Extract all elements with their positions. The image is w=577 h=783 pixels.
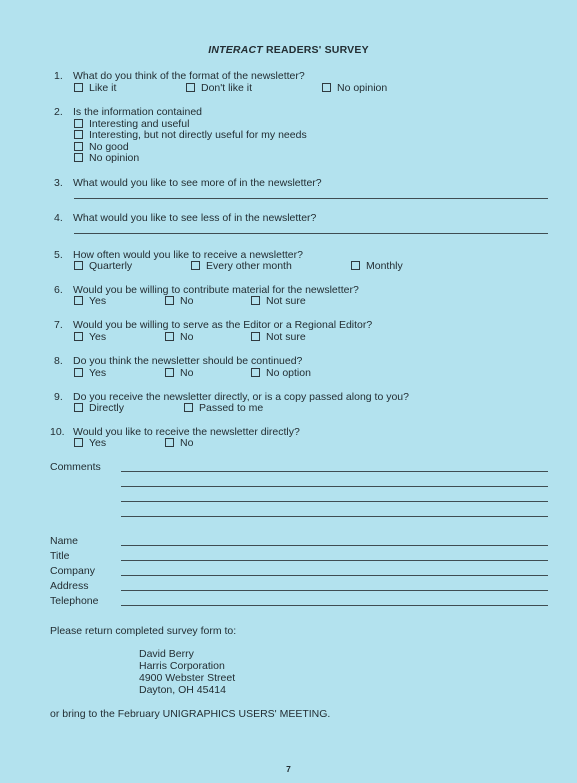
title-italic: INTERACT	[208, 44, 263, 56]
question-text: Do you receive the newsletter directly, or is a copy passed along to you?	[73, 391, 409, 403]
checkbox[interactable]	[251, 332, 260, 341]
checkbox[interactable]	[184, 403, 193, 412]
checkbox[interactable]	[74, 332, 83, 341]
option-monthly[interactable]: Monthly	[351, 260, 403, 272]
checkbox[interactable]	[74, 83, 83, 92]
question-text: What would you like to see less of in the newsletter?	[73, 212, 317, 224]
checkbox[interactable]	[165, 438, 174, 447]
checkbox[interactable]	[251, 296, 260, 305]
comments-line[interactable]	[121, 516, 548, 517]
title-field[interactable]	[121, 560, 548, 561]
question-text: What do you think of the format of the newsletter?	[73, 70, 305, 82]
option-interesting-useful[interactable]: Interesting and useful	[74, 118, 189, 130]
question-5: 5. How often would you like to receive a newsletter?	[54, 249, 303, 261]
option-yes[interactable]: Yes	[74, 331, 106, 343]
page-number: 7	[286, 764, 291, 774]
question-text: Would you be willing to contribute material for the newsletter?	[73, 284, 359, 296]
closing-text: or bring to the February UNIGRAPHICS USERS' MEETING.	[50, 708, 331, 720]
address-line: 4900 Webster Street	[139, 672, 236, 684]
checkbox[interactable]	[74, 403, 83, 412]
answer-line[interactable]	[74, 233, 548, 234]
question-6: 6. Would you be willing to contribute material for the newsletter?	[54, 284, 359, 296]
field-label-telephone: Telephone	[50, 595, 99, 607]
comments-line[interactable]	[121, 486, 548, 487]
field-label-address: Address	[50, 580, 89, 592]
address-field[interactable]	[121, 590, 548, 591]
option-no-good[interactable]: No good	[74, 141, 129, 153]
comments-label: Comments	[50, 461, 101, 473]
option-like-it[interactable]: Like it	[74, 82, 116, 94]
checkbox[interactable]	[74, 438, 83, 447]
option-every-other-month[interactable]: Every other month	[191, 260, 292, 272]
checkbox[interactable]	[191, 261, 200, 270]
checkbox[interactable]	[165, 368, 174, 377]
address-line: Dayton, OH 45414	[139, 684, 226, 696]
field-label-title: Title	[50, 550, 70, 562]
option-not-sure[interactable]: Not sure	[251, 331, 306, 343]
checkbox[interactable]	[74, 153, 83, 162]
name-field[interactable]	[121, 545, 548, 546]
question-4: 4. What would you like to see less of in the newsletter?	[54, 212, 317, 224]
return-instructions: Please return completed survey form to:	[50, 625, 237, 637]
question-text: Is the information contained	[73, 106, 202, 118]
address-line: David Berry	[139, 648, 194, 660]
question-3: 3. What would you like to see more of in the newsletter?	[54, 177, 322, 189]
option-no[interactable]: No	[165, 437, 193, 449]
option-no-option[interactable]: No option	[251, 367, 311, 379]
checkbox[interactable]	[74, 296, 83, 305]
question-2: 2. Is the information contained	[54, 106, 202, 118]
question-text: Would you like to receive the newsletter directly?	[73, 426, 300, 438]
question-text: How often would you like to receive a newsletter?	[73, 249, 303, 261]
question-text: What would you like to see more of in the newsletter?	[73, 177, 322, 189]
survey-title	[0, 44, 577, 56]
checkbox[interactable]	[74, 368, 83, 377]
question-text: Would you be willing to serve as the Editor or a Regional Editor?	[73, 319, 373, 331]
answer-line[interactable]	[74, 198, 548, 199]
option-not-sure[interactable]: Not sure	[251, 295, 306, 307]
option-yes[interactable]: Yes	[74, 295, 106, 307]
checkbox[interactable]	[165, 296, 174, 305]
field-label-company: Company	[50, 565, 95, 577]
company-field[interactable]	[121, 575, 548, 576]
address-line: Harris Corporation	[139, 660, 225, 672]
question-10: 10. Would you like to receive the newsletter directly?	[50, 426, 300, 438]
option-no[interactable]: No	[165, 331, 193, 343]
question-9: 9. Do you receive the newsletter directly, or is a copy passed along to you?	[54, 391, 409, 403]
title-rest: READERS' SURVEY	[262, 44, 369, 56]
option-no[interactable]: No	[165, 367, 193, 379]
comments-line[interactable]	[121, 471, 548, 472]
question-8: 8. Do you think the newsletter should be continued?	[54, 355, 303, 367]
field-label-name: Name	[50, 535, 79, 547]
question-text: Do you think the newsletter should be continued?	[73, 355, 303, 367]
telephone-field[interactable]	[121, 605, 548, 606]
comments-line[interactable]	[121, 501, 548, 502]
checkbox[interactable]	[322, 83, 331, 92]
checkbox[interactable]	[165, 332, 174, 341]
option-yes[interactable]: Yes	[74, 437, 106, 449]
checkbox[interactable]	[251, 368, 260, 377]
option-no-opinion[interactable]: No opinion	[322, 82, 387, 94]
checkbox[interactable]	[351, 261, 360, 270]
checkbox[interactable]	[74, 142, 83, 151]
option-no[interactable]: No	[165, 295, 193, 307]
option-passed-to-me[interactable]: Passed to me	[184, 402, 263, 414]
checkbox[interactable]	[74, 130, 83, 139]
question-1: 1. What do you think of the format of the newsletter?	[54, 70, 305, 82]
checkbox[interactable]	[74, 119, 83, 128]
question-7: 7. Would you be willing to serve as the Editor or a Regional Editor?	[54, 319, 373, 331]
option-quarterly[interactable]: Quarterly	[74, 260, 132, 272]
option-directly[interactable]: Directly	[74, 402, 124, 414]
checkbox[interactable]	[186, 83, 195, 92]
checkbox[interactable]	[74, 261, 83, 270]
option-yes[interactable]: Yes	[74, 367, 106, 379]
option-interesting-not-useful[interactable]: Interesting, but not directly useful for my needs	[74, 129, 307, 141]
option-dont-like-it[interactable]: Don't like it	[186, 82, 252, 94]
option-no-opinion[interactable]: No opinion	[74, 152, 139, 164]
